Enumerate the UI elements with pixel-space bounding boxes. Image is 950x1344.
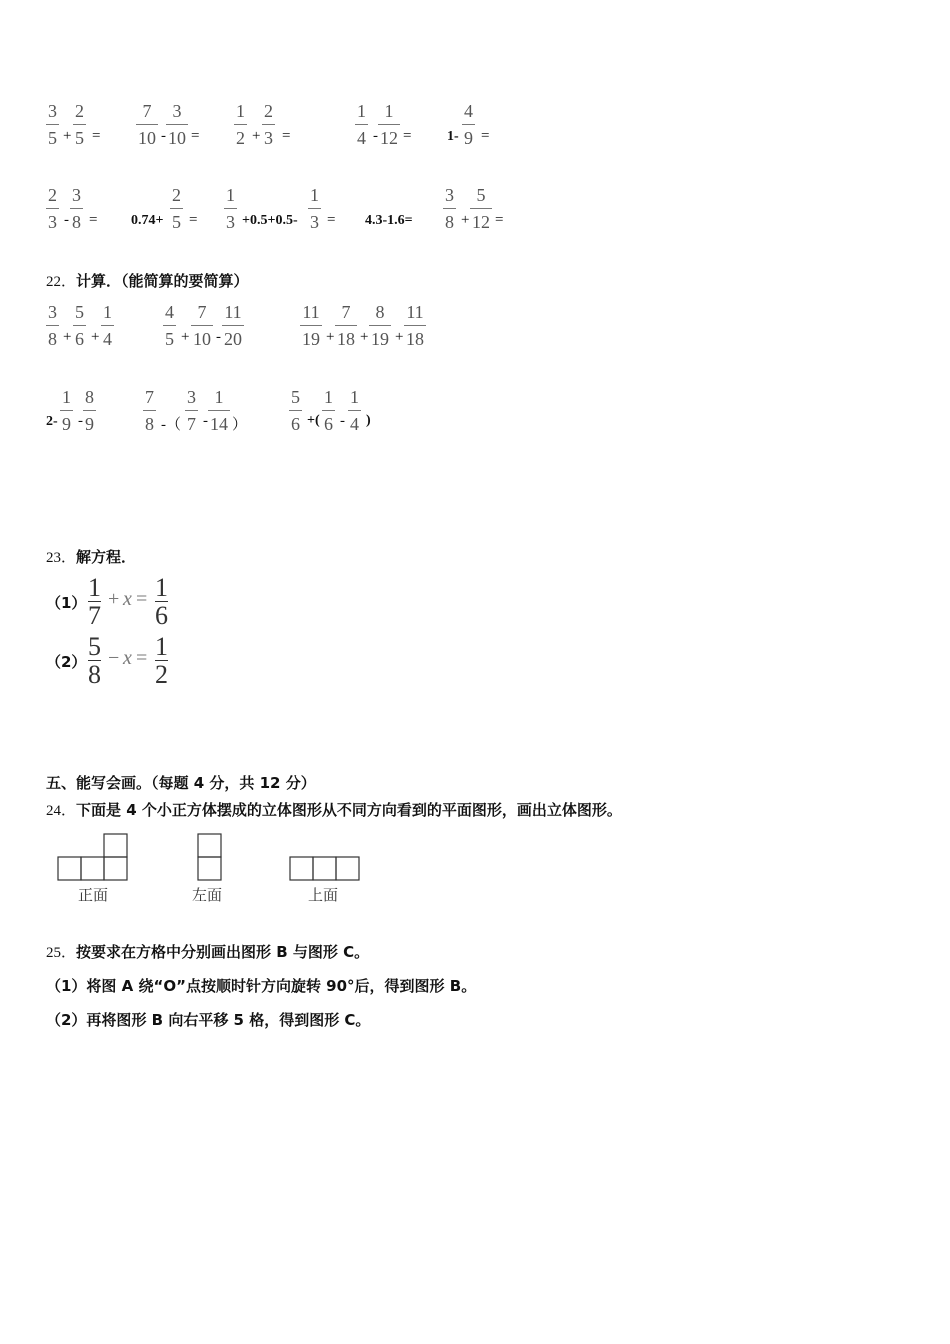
square xyxy=(104,857,127,880)
operator: +( xyxy=(307,413,320,428)
fraction: 1 7 xyxy=(88,573,101,630)
fraction: $\frac{3}{10}$ xyxy=(168,101,186,148)
fraction: $\frac{7}{10}$ xyxy=(138,101,156,148)
square xyxy=(104,834,127,857)
fraction: $\frac{2}{3}$ xyxy=(264,101,273,148)
fraction: $\frac{7}{10}$ xyxy=(193,302,211,349)
equals-sign: = xyxy=(189,212,198,228)
equals-sign: = xyxy=(92,128,101,144)
square xyxy=(290,857,313,880)
operator: + xyxy=(395,329,404,345)
operator: + xyxy=(461,212,470,228)
q25-step-1: （1）将图 A 绕“O”点按顺时针方向旋转 90°后，得到图形 B。 xyxy=(46,977,477,995)
operator: +0.5+0.5- xyxy=(242,213,298,228)
operator: + xyxy=(326,329,335,345)
operator: + xyxy=(63,329,72,345)
equals-sign: = xyxy=(481,128,490,144)
fraction: $\frac{7}{8}$ xyxy=(145,387,154,434)
square xyxy=(198,834,221,857)
operator: + xyxy=(252,128,261,144)
fraction: $\frac{11}{19}$ xyxy=(302,302,320,349)
square xyxy=(313,857,336,880)
fraction: 1 2 xyxy=(155,632,168,689)
fraction: $\frac{1}{12}$ xyxy=(380,101,398,148)
three-views-diagram xyxy=(40,825,380,885)
view-label-top: 上面 xyxy=(308,886,339,904)
fraction: $\frac{1}{4}$ xyxy=(357,101,366,148)
variable-x: x xyxy=(123,588,132,610)
operator: + xyxy=(360,329,369,345)
operator: + xyxy=(63,128,72,144)
equals-sign: = xyxy=(495,212,504,228)
fraction: $\frac{3}{8}$ xyxy=(48,302,57,349)
close-paren: ) xyxy=(366,413,371,428)
equals-sign: = xyxy=(136,588,148,610)
fraction: $\frac{2}{5}$ xyxy=(172,185,181,232)
operator: + xyxy=(181,329,190,345)
fraction: $\frac{2}{3}$ xyxy=(48,185,57,232)
fraction: $\frac{8}{19}$ xyxy=(371,302,389,349)
equals-sign: = xyxy=(136,647,148,669)
variable-x: x xyxy=(123,647,132,669)
fraction: $\frac{8}{9}$ xyxy=(85,387,94,434)
fraction: $\frac{1}{3}$ xyxy=(226,185,235,232)
equals-sign: = xyxy=(327,212,336,228)
equals-sign: = xyxy=(403,128,412,144)
operator: - xyxy=(161,128,166,144)
operator: -（ xyxy=(161,417,181,433)
close-paren: ） xyxy=(232,417,248,433)
fraction: $\frac{3}{8}$ xyxy=(445,185,454,232)
q23-title: 23．解方程． xyxy=(46,548,137,566)
q22-title: 22．计算．（能简算的要简算） xyxy=(46,272,249,290)
fraction: $\frac{5}{6}$ xyxy=(75,302,84,349)
fraction: $\frac{1}{4}$ xyxy=(350,387,359,434)
operator: 1- xyxy=(447,129,459,144)
operator: - xyxy=(340,413,345,429)
q25-step-2: （2）再将图形 B 向右平移 5 格，得到图形 C。 xyxy=(46,1011,371,1029)
fraction: $\frac{3}{8}$ xyxy=(72,185,81,232)
fraction: $\frac{3}{7}$ xyxy=(187,387,196,434)
operator: 2- xyxy=(46,414,58,429)
fraction: $\frac{3}{5}$ xyxy=(48,101,57,148)
operator: − xyxy=(108,647,120,669)
view-label-left: 左面 xyxy=(192,886,223,904)
square xyxy=(58,857,81,880)
equals-sign: = xyxy=(282,128,291,144)
expression-text: 4.3-1.6= xyxy=(365,213,413,228)
fraction: $\frac{11}{20}$ xyxy=(224,302,242,349)
operator: - xyxy=(64,212,69,228)
square xyxy=(81,857,104,880)
q24-text: 24．下面是 4 个小正方体摆成的立体图形从不同方向看到的平面图形，画出立体图形。 xyxy=(46,801,622,819)
equation-label: （1） xyxy=(46,594,87,612)
fraction: $\frac{2}{5}$ xyxy=(75,101,84,148)
fraction: $\frac{1}{14}$ xyxy=(210,387,228,434)
view-label-front: 正面 xyxy=(78,886,109,904)
operator: + xyxy=(108,588,120,610)
section-5-title: 五、能写会画。（每题 4 分，共 12 分） xyxy=(46,774,316,792)
operator: + xyxy=(91,329,100,345)
fraction: $\frac{5}{12}$ xyxy=(472,185,490,232)
fraction: $\frac{1}{6}$ xyxy=(324,387,333,434)
q25-text: 25．按要求在方格中分别画出图形 B 与图形 C。 xyxy=(46,943,370,961)
operator: 0.74+ xyxy=(131,213,164,228)
operator: - xyxy=(78,413,83,429)
fraction: $\frac{7}{18}$ xyxy=(337,302,355,349)
square xyxy=(198,857,221,880)
fraction: $\frac{5}{6}$ xyxy=(291,387,300,434)
fraction: $\frac{1}{4}$ xyxy=(103,302,112,349)
fraction: $\frac{11}{18}$ xyxy=(406,302,424,349)
equals-sign: = xyxy=(89,212,98,228)
fraction: 1 6 xyxy=(155,573,168,630)
square xyxy=(336,857,359,880)
operator: - xyxy=(203,413,208,429)
fraction: $\frac{4}{5}$ xyxy=(165,302,174,349)
operator: - xyxy=(373,128,378,144)
fraction: $\frac{1}{9}$ xyxy=(62,387,71,434)
equals-sign: = xyxy=(191,128,200,144)
equation-label: （2） xyxy=(46,653,87,671)
fraction: $\frac{4}{9}$ xyxy=(464,101,473,148)
fraction: $\frac{1}{3}$ xyxy=(310,185,319,232)
operator: - xyxy=(216,329,221,345)
fraction: 5 8 xyxy=(88,632,101,689)
fraction: $\frac{1}{2}$ xyxy=(236,101,245,148)
